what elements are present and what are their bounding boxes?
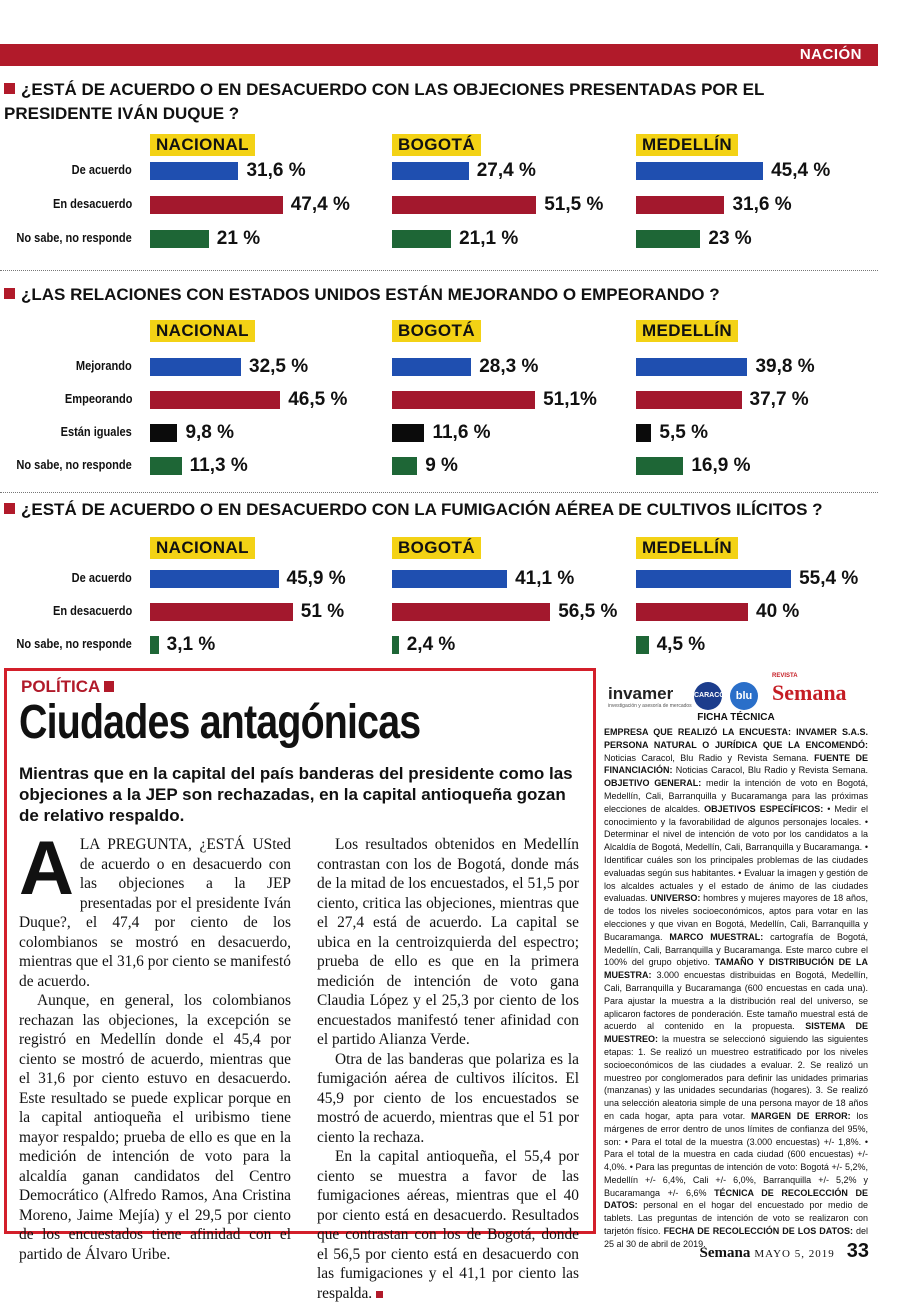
bar-value-label: 27,4 %: [476, 160, 536, 181]
blu-logo: blu: [730, 682, 758, 710]
article-headline: Ciudades antagónicas: [19, 696, 421, 749]
semana-logo: Semana: [772, 680, 847, 705]
bar-value-label: 51,1%: [543, 389, 597, 410]
city-name: MEDELLÍN: [636, 134, 738, 156]
bar-value-label: 11,3 %: [189, 455, 248, 476]
ficha-value: Noticias Caracol, Blu Radio y Revista Semana.: [675, 765, 868, 776]
row-label: No sabe, no responde: [16, 636, 132, 651]
question-square-icon: [4, 503, 15, 514]
bar: [392, 457, 417, 475]
sponsor-logos: [604, 673, 868, 709]
bar: [150, 196, 283, 214]
row-label: En desacuerdo: [52, 603, 132, 618]
row-label: De acuerdo: [71, 570, 132, 585]
paragraph-text: LA PREGUNTA, ¿ESTÁ USted de acuerdo o en desacuerdo con las objeciones a la JEP presentadas por el presidente Iván Duque?, el 47,4 por ciento de los colombianos se mostró en desacuerdo, mientras que el 31,6 por ciento se manifestó de acuerdo.: [19, 836, 291, 990]
kicker-square-icon: [104, 681, 114, 692]
bar: [150, 636, 159, 654]
bar: [392, 162, 469, 180]
bar: [636, 424, 651, 442]
footer-magazine: Semana: [699, 1245, 751, 1261]
bar-value-label: 3,1 %: [166, 634, 216, 655]
section-divider: [0, 270, 878, 271]
bar: [150, 457, 182, 475]
article-paragraph: [19, 826, 291, 991]
bar: [392, 391, 535, 409]
ficha-label: MARCO MUESTRAL:: [669, 931, 764, 942]
bar: [392, 358, 471, 376]
ficha-label: OBJETIVO GENERAL:: [604, 778, 702, 789]
bar: [636, 162, 763, 180]
footer-date: MAYO 5, 2019: [754, 1248, 835, 1260]
bar-value-label: 45,4 %: [771, 160, 831, 181]
bar: [636, 603, 748, 621]
ficha-value: • Medir el conocimiento y la favorabilidad de algunos personajes locales. • Determinar el nivel de intención de voto por los candidatos a la Alcaldía de Bogotá, Medellín, Cali, Barranquilla y Bucaramanga. • Identificar cuáles son los principales problemas de las ciudades evaluadas según sus habitantes. • Evaluar la imagen y gestión de los alcaldes actuales y el estado de ánimo de las ciudades evaluadas.: [604, 803, 868, 904]
bar-value-label: 46,5 %: [288, 389, 348, 410]
bar: [636, 570, 791, 588]
survey-question: [4, 498, 864, 522]
ficha-value: cartografía de Bogotá, Medellín, Cali, Barranquilla y Bucaramanga. Este marco cubre el 100% del grupo objetivo.: [604, 931, 868, 968]
ficha-value: Noticias Caracol, Blu Radio y Revista Semana.: [604, 752, 809, 763]
city-name: NACIONAL: [150, 134, 255, 156]
bar-value-label: 9 %: [425, 455, 458, 476]
city-name: BOGOTÁ: [392, 320, 481, 342]
city-name: MEDELLÍN: [636, 320, 738, 342]
bar: [150, 603, 293, 621]
bar-value-label: 51,5 %: [544, 194, 604, 215]
kicker-text: POLÍTICA: [21, 677, 101, 696]
bar-value-label: 28,3 %: [479, 356, 539, 377]
row-label: Mejorando: [76, 358, 132, 373]
bar-value-label: 32,5 %: [249, 356, 309, 377]
bar-value-label: 5,5 %: [659, 422, 708, 443]
question-square-icon: [4, 83, 15, 94]
page-number: 33: [846, 1240, 869, 1262]
bar: [150, 570, 279, 588]
ficha-body: [604, 726, 868, 1251]
ficha-label: MARGEN DE ERROR:: [751, 1110, 851, 1121]
question-text: ¿LAS RELACIONES CON ESTADOS UNIDOS ESTÁN MEJORANDO O EMPEORANDO ?: [21, 285, 720, 304]
bar: [392, 196, 536, 214]
ficha-label: FECHA DE RECOLECCIÓN DE LOS DATOS:: [663, 1226, 853, 1237]
ficha-title: FICHA TÉCNICA: [697, 712, 775, 723]
ficha-label: FUENTE DE FINANCIACIÓN:: [604, 752, 868, 776]
drop-cap: A: [19, 826, 74, 911]
question-text: ¿ESTÁ DE ACUERDO O EN DESACUERDO CON LAS OBJECIONES PRESENTADAS POR EL PRESIDENTE IVÁN DUQUE ?: [4, 80, 765, 123]
section-bar: [0, 44, 878, 66]
ficha-value: medir la intención de voto en Bogotá, Medellín, Cali, Barranquilla y Bucaramanga para las próximas elecciones de alcaldes.: [604, 778, 868, 814]
ficha-label: SISTEMA DE MUESTREO:: [604, 1021, 868, 1045]
survey-question: [4, 283, 864, 307]
bar: [392, 230, 451, 248]
bar-value-label: 31,6 %: [246, 160, 306, 181]
ficha-value: hombres y mujeres mayores de 18 años, de todos los niveles socioeconómicos, aptos para votar en las elecciones y que vivan en Bogotá, Medellín, Cali, Barranquilla y Bucaramanga.: [604, 893, 868, 942]
invamer-tagline: investigación y asesoría de mercados: [608, 703, 692, 709]
city-name: BOGOTÁ: [392, 537, 481, 559]
ficha-value: la muestra se seleccionó siguiendo las siguientes etapas: 1. Se realizó un muestreo estratificado por los niveles socioeconómicos de las ciudades a evaluar. 2. Se realizó un muestreo por conglomerados para definir las unidades primarias (manzanas) y las unidades secundarias (hogares). 3. Se realizó una selección aleatoria simple de una persona mayor de 18 años en cada hogar, apta para votar.: [604, 1034, 868, 1121]
question-text: ¿ESTÁ DE ACUERDO O EN DESACUERDO CON LA FUMIGACIÓN AÉREA DE CULTIVOS ILÍCITOS ?: [21, 500, 823, 519]
paragraph-text: En la capital antioqueña, el 55,4 por ciento se muestra a favor de las fumigaciones aéreas, mientras que el 40 por ciento está en desacuerdo. Resultados que contrastan con los de Bogotá, donde el 56,5 por ciento está en desacuerdo con las fumigaciones y el 41,1 por ciento las respalda.: [317, 1148, 579, 1302]
technical-sheet: [604, 672, 868, 1249]
bar-value-label: 40 %: [756, 601, 800, 622]
article-column-1: [19, 826, 291, 1264]
bar-value-label: 51 %: [300, 601, 345, 622]
row-label: En desacuerdo: [52, 196, 132, 211]
article-kicker: [21, 677, 114, 697]
bar-value-label: 45,9 %: [286, 568, 346, 589]
ficha-label: OBJETIVOS ESPECÍFICOS:: [704, 803, 824, 814]
caracol-logo: CARACOL: [694, 682, 722, 710]
bar: [636, 230, 700, 248]
bar: [392, 424, 424, 442]
bar-value-label: 16,9 %: [691, 455, 751, 476]
bar-value-label: 21,1 %: [459, 228, 519, 249]
ficha-value: 3.000 encuestas distribuidas en Bogotá, Medellín, Cali, Barranquilla y Bucaramanga (600 encuestas en cada una). Para ajustar la muestra a la distribución real del universo, se aplicaron factores de ponderación. Este tamaño muestral está de acuerdo al contenido en la propuesta.: [604, 970, 868, 1032]
row-label: Están iguales: [60, 424, 132, 439]
bar-value-label: 37,7 %: [749, 389, 809, 410]
bar-value-label: 11,6 %: [432, 422, 491, 443]
section-divider: [0, 492, 878, 493]
article-deck: Mientras que en la capital del país banderas del presidente como las objeciones a la JEP son rechazadas, en la capital antioqueña gozan de relativo respaldo.: [19, 764, 573, 825]
bar: [150, 358, 241, 376]
article-column-2: [317, 835, 579, 1303]
city-name: MEDELLÍN: [636, 537, 738, 559]
bar-value-label: 47,4 %: [290, 194, 350, 215]
bar-value-label: 39,8 %: [755, 356, 815, 377]
bar: [636, 358, 747, 376]
ficha-label: EMPRESA QUE REALIZÓ LA ENCUESTA: INVAMER S.A.S. PERSONA NATURAL O JURÍDICA QUE LA ENCOMENDÓ:: [604, 727, 868, 750]
revista-label: REVISTA: [772, 673, 798, 679]
ficha-value: personal en el hogar del encuestado por medio de tablets. Las preguntas de intención de voto se realizaron con tarjetón físico.: [604, 1200, 868, 1237]
bar: [392, 570, 507, 588]
ficha-label: TAMAÑO Y DISTRIBUCIÓN DE LA MUESTRA:: [604, 957, 868, 981]
bar: [392, 636, 399, 654]
bar: [150, 230, 209, 248]
row-label: No sabe, no responde: [16, 457, 132, 472]
article-box: [4, 668, 596, 1302]
page-footer: [700, 1240, 869, 1263]
bar: [150, 162, 238, 180]
invamer-logo: invamer: [608, 684, 674, 703]
article-paragraph: [317, 1147, 579, 1303]
bar-value-label: 21 %: [216, 228, 261, 249]
bar: [636, 457, 683, 475]
bar-value-label: 9,8 %: [185, 422, 235, 443]
bar-value-label: 4,5 %: [656, 634, 706, 655]
row-label: Empeorando: [64, 391, 132, 406]
bar-value-label: 56,5 %: [558, 601, 618, 622]
bar: [392, 603, 550, 621]
section-tag: NACIÓN: [799, 46, 862, 63]
end-mark-icon: [376, 1291, 383, 1298]
bar-value-label: 55,4 %: [799, 568, 859, 589]
city-name: NACIONAL: [150, 320, 255, 342]
bar: [636, 391, 742, 409]
bar: [150, 391, 280, 409]
ficha-value: los márgenes de error dentro de unos límites de confianza del 95%, son: • Para el total de la muestra (3.000 encuestas) +/- 1,8%. • Para el total de la muestra en cada ciudad (600 encuestas) +/- 4,0%. • Para las preguntas de intención de voto: Bogotá +/- 5,2%, Medellín +/- 6,4%, Cali +/- 6,0%, Barranquilla +/- 5,2% y Bucaramanga +/- 6,6%: [604, 1110, 868, 1198]
bar: [150, 424, 177, 442]
question-square-icon: [4, 288, 15, 299]
bar-value-label: 31,6 %: [732, 194, 792, 215]
city-name: BOGOTÁ: [392, 134, 481, 156]
article-paragraph: Otra de las banderas que polariza es la fumigación aérea de cultivos ilícitos. El 45,9 por ciento de los encuestados se mostró de acuerdo, mientras que el 51 por ciento la rechaza.: [317, 1050, 579, 1146]
article-paragraph: Los resultados obtenidos en Medellín contrastan con los de Bogotá, donde más de la mitad de los encuestados, el 51,5 por ciento, critica las objeciones, mientras que el 27,4 está de acuerdo. La capital se ubica en la centroizquierda del espectro; prueba de ello es que en la primera medición de intención de voto gana Claudia López y el 25,3 por ciento de los encuestados manifestó tener afinidad con el partido Alianza Verde.: [317, 836, 579, 1048]
ficha-label: UNIVERSO:: [650, 893, 701, 904]
row-label: No sabe, no responde: [16, 230, 132, 245]
bar: [636, 196, 724, 214]
ficha-value: del 25 al 30 de abril de 2019.: [604, 1226, 868, 1249]
bar: [636, 636, 649, 654]
city-name: NACIONAL: [150, 537, 255, 559]
article-paragraph: Aunque, en general, los colombianos rechazan las objeciones, la excepción se registró en Medellín donde el 45,4 por ciento se mostró de acuerdo, mientras que el 31,6 por ciento estuvo en desacuerdo. Este resultado se puede explicar porque en la capital antioqueña el uribismo tiene mayor respaldo; prueba de ello es que en la medición de intención de voto para la alcaldía ganan candidatos del Centro Democrático (Alfredo Ramos, Ana Cristina Moreno, Jaime Mejía) y el 29,5 por ciento de los encuestados tiene afinidad con el partido de Álvaro Uribe.: [19, 992, 291, 1263]
bar-value-label: 23 %: [708, 228, 752, 249]
row-label: De acuerdo: [71, 162, 132, 177]
bar-value-label: 41,1 %: [515, 568, 575, 589]
survey-question: [4, 78, 864, 126]
bar-value-label: 2,4 %: [406, 634, 456, 655]
ficha-label: TÉCNICA DE RECOLECCIÓN DE DATOS:: [604, 1187, 868, 1211]
